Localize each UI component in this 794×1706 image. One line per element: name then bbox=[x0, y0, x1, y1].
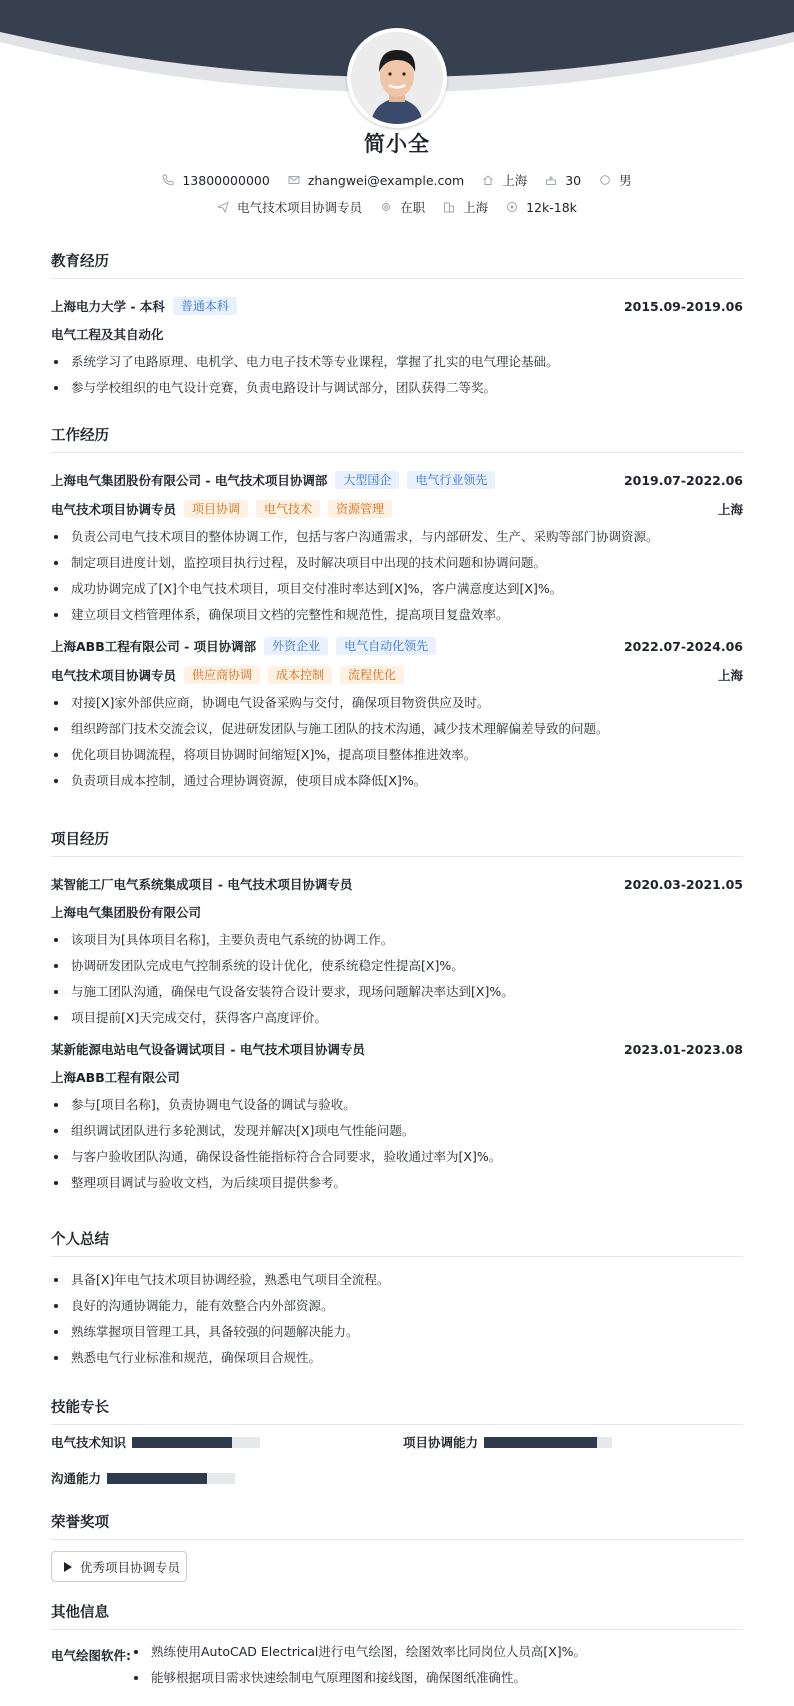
work-section bbox=[51, 424, 743, 794]
company-tag: 电气自动化领先 bbox=[336, 637, 436, 655]
summary-section bbox=[51, 1228, 743, 1371]
project-section bbox=[51, 828, 743, 1196]
cake-icon bbox=[545, 174, 557, 186]
project-name: 某新能源电站电气设备调试项目 - 电气技术项目协调专员 bbox=[51, 1042, 365, 1057]
candidate-name: 简小全 bbox=[364, 132, 430, 156]
list-item: 良好的沟通协调能力，能有效整合内外部资源。 bbox=[51, 1293, 743, 1319]
section-title: 其他信息 bbox=[51, 1601, 743, 1630]
company-tag: 大型国企 bbox=[335, 471, 399, 489]
position-text: 电气技术项目协调专员 bbox=[237, 200, 363, 215]
company-tag: 电气行业领先 bbox=[407, 471, 495, 489]
gender-text: 男 bbox=[619, 173, 632, 188]
role-name: 电气技术项目协调专员 bbox=[51, 502, 177, 517]
list-item: 建立项目文档管理体系，确保项目文档的完整性和规范性，提高项目复盘效率。 bbox=[51, 602, 743, 628]
role-tag: 电气技术 bbox=[256, 500, 320, 518]
work-bullets bbox=[51, 524, 743, 628]
city-text: 上海 bbox=[502, 173, 528, 188]
skill-name: 电气技术知识 bbox=[51, 1435, 127, 1450]
salary-text: 12k-18k bbox=[526, 199, 577, 215]
work-date: 2019.07-2022.06 bbox=[623, 472, 743, 488]
skill-name: 项目协调能力 bbox=[403, 1435, 479, 1450]
award-text: 优秀项目协调专员 bbox=[80, 1559, 181, 1575]
gender-icon bbox=[599, 174, 611, 186]
home-icon bbox=[482, 174, 494, 186]
skill-item bbox=[51, 1433, 260, 1451]
list-item: 熟练使用AutoCAD Electrical进行电气绘图，绘图效率比同岗位人员高[X]%。 bbox=[131, 1639, 586, 1665]
other-label: 电气绘图软件: bbox=[51, 1648, 131, 1663]
skill-item bbox=[403, 1433, 612, 1451]
education-date: 2015.09-2019.06 bbox=[623, 298, 743, 314]
city-item bbox=[482, 171, 527, 189]
status-item bbox=[380, 198, 425, 216]
role-tag: 供应商协调 bbox=[184, 666, 260, 684]
salary-item bbox=[506, 200, 577, 215]
gender-item bbox=[599, 171, 632, 189]
status-text: 在职 bbox=[400, 200, 426, 215]
job-intent-row bbox=[0, 198, 794, 216]
avatar bbox=[347, 28, 447, 128]
work-location: 上海 bbox=[717, 668, 743, 683]
role-tag: 资源管理 bbox=[328, 500, 392, 518]
skill-item bbox=[51, 1469, 235, 1487]
list-item: 整理项目调试与验收文档，为后续项目提供参考。 bbox=[51, 1170, 743, 1196]
company-name: 上海电气集团股份有限公司 - 电气技术项目协调部 bbox=[51, 473, 328, 488]
list-item: 系统学习了电路原理、电机学、电力电子技术等专业课程，掌握了扎实的电气理论基础。 bbox=[51, 349, 743, 375]
project-name: 某智能工厂电气系统集成项目 - 电气技术项目协调专员 bbox=[51, 877, 353, 892]
mail-icon bbox=[288, 174, 300, 186]
award-badge bbox=[51, 1551, 187, 1582]
list-item: 协调研发团队完成电气控制系统的设计优化，使系统稳定性提高[X]%。 bbox=[51, 953, 743, 979]
section-title: 技能专长 bbox=[51, 1396, 743, 1425]
summary-bullets bbox=[51, 1267, 743, 1371]
list-item: 该项目为[具体项目名称]，主要负责电气系统的协调工作。 bbox=[51, 927, 743, 953]
list-item: 负责项目成本控制，通过合理协调资源，使项目成本降低[X]%。 bbox=[51, 768, 743, 794]
company-name: 上海ABB工程有限公司 - 项目协调部 bbox=[51, 639, 257, 654]
honors-section bbox=[51, 1511, 743, 1540]
project-entry-head bbox=[51, 1039, 743, 1059]
education-section bbox=[51, 250, 743, 401]
company-tag: 外资企业 bbox=[264, 637, 328, 655]
degree-tag: 普通本科 bbox=[173, 297, 237, 315]
work-role-row bbox=[51, 665, 743, 685]
role-tag: 项目协调 bbox=[184, 500, 248, 518]
project-org: 上海ABB工程有限公司 bbox=[51, 1070, 180, 1085]
section-title: 荣誉奖项 bbox=[51, 1511, 743, 1540]
building-icon bbox=[443, 201, 455, 213]
skill-bar bbox=[484, 1437, 612, 1448]
role-tag: 成本控制 bbox=[268, 666, 332, 684]
skill-bar-fill bbox=[107, 1473, 207, 1484]
list-item: 参与[项目名称]，负责协调电气设备的调试与验收。 bbox=[51, 1092, 743, 1118]
section-title: 工作经历 bbox=[51, 424, 743, 453]
skills-section bbox=[51, 1396, 743, 1425]
skill-bar-fill bbox=[132, 1437, 232, 1448]
list-item: 组织调试团队进行多轮测试，发现并解决[X]项电气性能问题。 bbox=[51, 1118, 743, 1144]
project-date: 2023.01-2023.08 bbox=[623, 1041, 743, 1057]
email-item bbox=[288, 173, 464, 188]
list-item: 负责公司电气技术项目的整体协调工作，包括与客户沟通需求，与内部研发、生产、采购等部门协调资源。 bbox=[51, 524, 743, 550]
list-item: 成功协调完成了[X]个电气技术项目，项目交付准时率达到[X]%，客户满意度达到[X]%。 bbox=[51, 576, 743, 602]
role-name: 电气技术项目协调专员 bbox=[51, 668, 177, 683]
project-date: 2020.03-2021.05 bbox=[623, 876, 743, 892]
list-item: 优化项目协调流程，将项目协调时间缩短[X]%，提高项目整体推进效率。 bbox=[51, 742, 743, 768]
send-icon bbox=[217, 201, 229, 213]
phone-item bbox=[162, 173, 269, 188]
gear-icon bbox=[380, 201, 392, 213]
work-entry-head bbox=[51, 636, 743, 656]
work-role-row bbox=[51, 499, 743, 519]
list-item: 与施工团队沟通，确保电气设备安装符合设计要求，现场问题解决率达到[X]%。 bbox=[51, 979, 743, 1005]
list-item: 熟悉电气行业标准和规范，确保项目合规性。 bbox=[51, 1345, 743, 1371]
project-bullets bbox=[51, 927, 743, 1031]
list-item: 能够根据项目需求快速绘制电气原理图和接线图，确保图纸准确性。 bbox=[131, 1665, 586, 1691]
project-org: 上海电气集团股份有限公司 bbox=[51, 905, 202, 920]
section-title: 项目经历 bbox=[51, 828, 743, 857]
list-item: 参与学校组织的电气设计竞赛，负责电路设计与调试部分，团队获得二等奖。 bbox=[51, 375, 743, 401]
project-bullets bbox=[51, 1092, 743, 1196]
target-city-item bbox=[443, 198, 488, 216]
list-item: 制定项目进度计划，监控项目执行过程，及时解决项目中出现的技术问题和协调问题。 bbox=[51, 550, 743, 576]
age-item bbox=[545, 173, 581, 188]
education-bullets bbox=[51, 349, 743, 401]
contact-row bbox=[0, 171, 794, 189]
work-entry-head bbox=[51, 470, 743, 490]
list-item: 与客户验收团队沟通，确保设备性能指标符合合同要求，验收通过率为[X]%。 bbox=[51, 1144, 743, 1170]
section-title: 教育经历 bbox=[51, 250, 743, 279]
avatar-portrait bbox=[351, 32, 443, 124]
project-entry-head bbox=[51, 874, 743, 894]
email-text: zhangwei@example.com bbox=[307, 172, 465, 188]
position-item bbox=[217, 198, 362, 216]
list-item: 熟练掌握项目管理工具，具备较强的问题解决能力。 bbox=[51, 1319, 743, 1345]
phone-icon bbox=[162, 174, 174, 186]
school-name: 上海电力大学 - 本科 bbox=[51, 299, 165, 314]
list-item: 项目提前[X]天完成交付，获得客户高度评价。 bbox=[51, 1005, 743, 1031]
work-date: 2022.07-2024.06 bbox=[623, 638, 743, 654]
age-text: 30 bbox=[565, 172, 582, 188]
skill-bar bbox=[107, 1473, 235, 1484]
role-tag: 流程优化 bbox=[340, 666, 404, 684]
skill-bar-fill bbox=[484, 1437, 597, 1448]
coin-icon bbox=[506, 201, 518, 213]
other-bullets bbox=[131, 1639, 586, 1691]
play-icon bbox=[64, 1562, 72, 1572]
skill-name: 沟通能力 bbox=[51, 1471, 102, 1486]
other-section bbox=[51, 1601, 743, 1630]
list-item: 对接[X]家外部供应商，协调电气设备采购与交付，确保项目物资供应及时。 bbox=[51, 690, 743, 716]
education-entry-head bbox=[51, 296, 743, 316]
list-item: 组织跨部门技术交流会议，促进研发团队与施工团队的技术沟通，减少技术理解偏差导致的问题。 bbox=[51, 716, 743, 742]
work-location: 上海 bbox=[717, 502, 743, 517]
section-title: 个人总结 bbox=[51, 1228, 743, 1257]
phone-text: 13800000000 bbox=[182, 172, 270, 188]
target-city-text: 上海 bbox=[463, 200, 489, 215]
skill-bar bbox=[132, 1437, 260, 1448]
work-bullets bbox=[51, 690, 743, 794]
list-item: 具备[X]年电气技术项目协调经验，熟悉电气项目全流程。 bbox=[51, 1267, 743, 1293]
major: 电气工程及其自动化 bbox=[51, 327, 164, 342]
